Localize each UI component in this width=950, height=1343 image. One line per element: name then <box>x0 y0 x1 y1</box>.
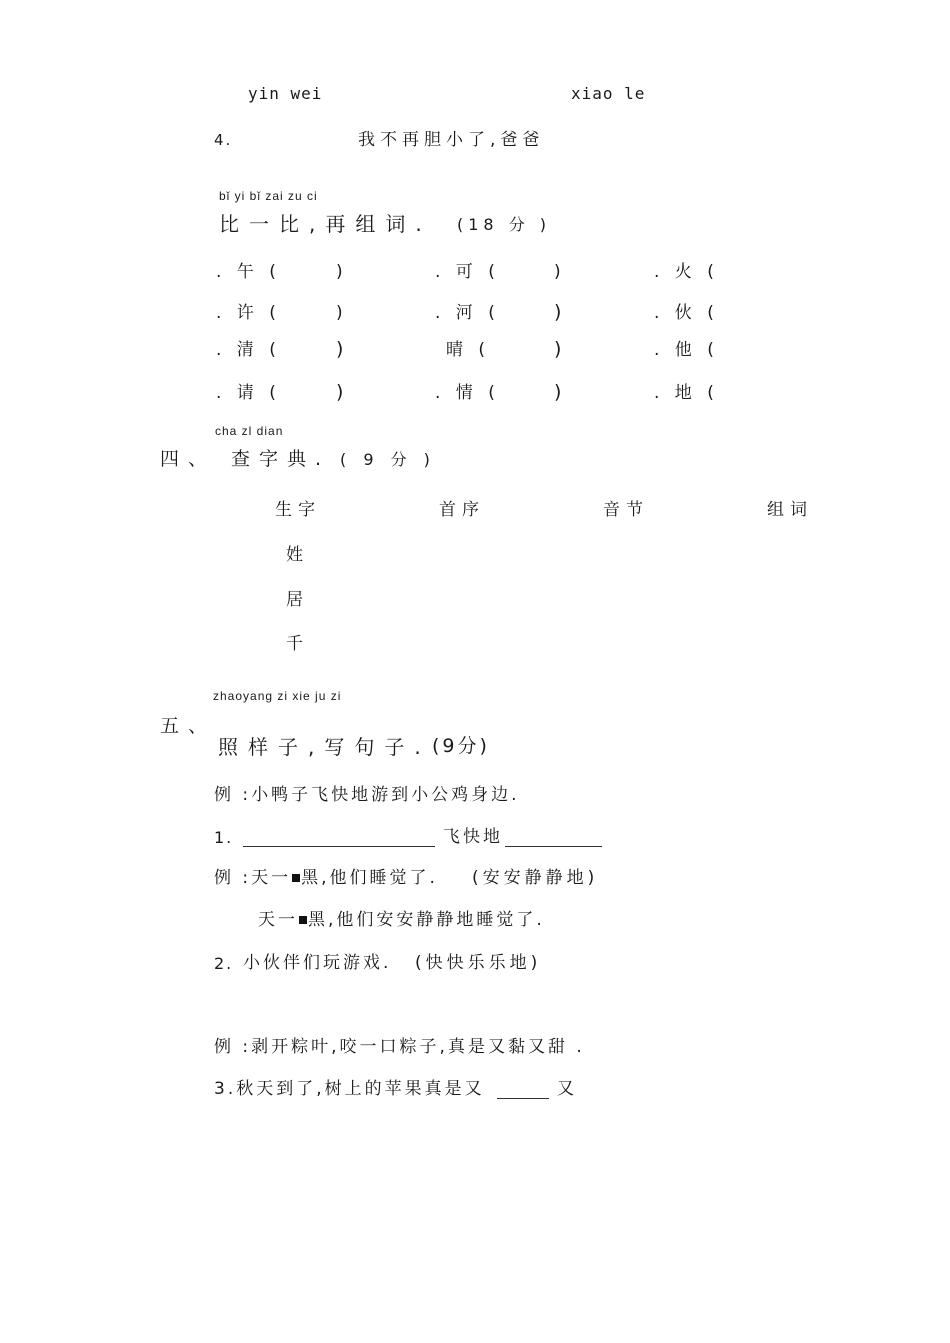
grid-cell: . 火 ( <box>654 262 719 282</box>
answer-blank[interactable] <box>505 832 602 847</box>
grid-cell: . 清 ( <box>216 340 281 360</box>
grid-cell: . 可 ( <box>435 262 500 282</box>
q4-number: 4. <box>214 131 233 149</box>
example-2-answer-suffix: 黑,他们安安静静地睡觉了. <box>308 910 545 930</box>
question-2-hint: (快快乐乐地) <box>415 953 542 973</box>
sec3-score: (18 分 ) <box>457 215 552 234</box>
table-char: 居 <box>286 590 306 610</box>
sec5-title: 照样子,写句子. <box>218 735 431 759</box>
table-header: 首序 <box>439 500 485 520</box>
answer-blank[interactable] <box>497 1084 549 1099</box>
q4-pinyin-right: xiao le <box>571 84 646 103</box>
question-2-sentence: 小伙伴们玩游戏. <box>243 953 392 973</box>
question-3-tail: 又 <box>557 1079 579 1099</box>
example-2 <box>214 870 438 887</box>
sec4-title: 四、 查字典. <box>160 448 331 470</box>
grid-cell: . 伙 ( <box>654 303 719 323</box>
grid-close: ) <box>336 303 348 323</box>
grid-cell: . 午 ( <box>216 262 281 282</box>
question-2-number: 2. <box>214 954 234 973</box>
square-mark-icon <box>292 874 300 882</box>
example-2-hint: (安安静静地) <box>472 868 599 888</box>
grid-cell: 晴 ( <box>446 340 491 360</box>
table-char: 千 <box>286 634 306 654</box>
sec5-score: (9分) <box>432 735 490 757</box>
grid-cell: . 请 ( <box>216 383 281 403</box>
sec4-pinyin: cha zl dian <box>215 424 284 438</box>
grid-close: ) <box>336 381 349 403</box>
sec3-pinyin: bǐ yi bǐ zai zu ci <box>219 189 318 203</box>
example-2-answer <box>258 912 545 929</box>
q4-sentence: 我不再胆小了,爸爸 <box>358 130 545 150</box>
table-header: 音节 <box>603 500 649 520</box>
grid-cell: . 地 ( <box>654 383 719 403</box>
example-2-answer-prefix: 天一 <box>258 910 298 930</box>
grid-close: ) <box>336 262 348 282</box>
example-2-suffix: 黑,他们睡觉了. <box>301 868 438 888</box>
example-2-prefix: 例 :天一 <box>214 868 292 888</box>
q4-pinyin-left: yin wei <box>248 84 323 103</box>
grid-close: ) <box>554 262 566 282</box>
example-3: 例 :剥开粽叶,咬一口粽子,真是又黏又甜 . <box>214 1037 585 1057</box>
table-char: 姓 <box>286 545 306 565</box>
grid-close: ) <box>336 338 349 360</box>
square-mark-icon <box>299 916 307 924</box>
question-1-word: 飞快地 <box>443 827 503 847</box>
sec5-pinyin: zhaoyang zi xie ju zi <box>213 689 342 703</box>
table-header: 组词 <box>767 500 813 520</box>
grid-cell: . 他 ( <box>654 340 719 360</box>
sec3-title: 比一比,再组词. <box>219 212 432 236</box>
example-1: 例 :小鸭子飞快地游到小公鸡身边. <box>214 785 520 805</box>
grid-close: ) <box>554 301 567 323</box>
question-3-sentence: 3.秋天到了,树上的苹果真是又 <box>214 1079 485 1099</box>
grid-cell: . 河 ( <box>435 303 500 323</box>
grid-cell: . 情 ( <box>435 383 500 403</box>
question-1-number: 1. <box>214 828 234 847</box>
answer-blank[interactable] <box>243 832 435 847</box>
grid-cell: . 许 ( <box>216 303 281 323</box>
grid-close: ) <box>554 381 567 403</box>
table-header: 生字 <box>275 500 321 520</box>
sec5-number: 五、 <box>160 715 217 737</box>
grid-close: ) <box>554 338 567 360</box>
sec4-score: ( 9 分 ) <box>340 450 436 469</box>
